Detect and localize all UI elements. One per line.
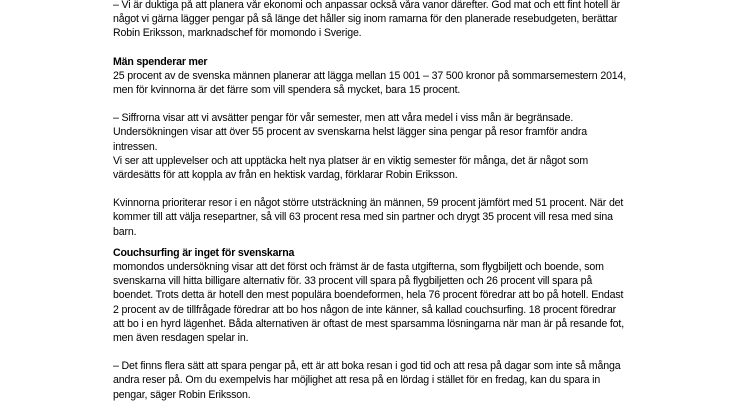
paragraph-women-priorities: Kvinnorna prioriterar resor i en något större utsträckning än männen, 59 procent jämfört med 51 procent. När det kommer till att välja resepartner, så vill 63 procent resa med sin partner och drygt 35 procent vill resa med sina barn. xyxy=(113,197,624,238)
heading-men-spend-more: Män spenderar mer xyxy=(113,55,208,68)
article-body xyxy=(113,0,633,402)
quote-paragraph-saving-tips: – Det finns flera sätt att spara pengar på, ett är att boka resan i god tid och att resa på dagar som inte så många andra reser på. Om du exempelvis har möjlighet att resa på en lördag i stället för en fredag, kan du spara in pengar, säger Robin Eriksson. xyxy=(113,360,621,401)
paragraph-men-spending: 25 procent av de svenska männen planerar att lägga mellan 15 001 – 37 500 kronor på sommarsemestern 2014, men för kvinnorna är det färre som vill spendera så mycket, bara 15 procent. xyxy=(113,69,627,97)
paragraph-survey-accommodation: momondos undersökning visar att det först och främst är de fasta utgifterna, som flygbiljett och boende, som svenskarna vill hitta billigare alternativ för. 33 procent vill spara på flygbiljetten och 26 procent vill spara på boendet. Trots detta är hotell den mest populära boendeformen, hela 76 procent föredrar att bo på hotell. Endast 2 procent av de tillfrågade föredrar att bo hos någon de inte känner, så kallad couchsurfing. 18 procent föredrar att bo i en hyrd lägenhet. Båda alternativen är oftast de mest sparsamma lösningarna när man är på resande fot, men även resdagen spelar in. xyxy=(113,261,624,345)
quote-paragraph-figures: – Siffrorna visar att vi avsätter pengar för vår semester, men att våra medel i viss mån är begränsade. Undersökningen visar att över 55 procent av svenskarna helst lägger sina pengar på resor framför andra intressen. Vi ser att upplevelser och att upptäcka helt nya platser är en viktig semester för många, det är något som värdesätts för att koppla av från en hektisk vardag, förklarar Robin Eriksson. xyxy=(113,112,589,182)
heading-couchsurfing: Couchsurfing är inget för svenskarna xyxy=(113,246,295,259)
quote-paragraph-planning: – Vi är duktiga på att planera vår ekonomi och anpassar också våra vanor därefter. God mat och ett fint hotell är något vi gärna lägger pengar på så länge det håller sig inom ramarna för den planerade resebudgeten, berättar Robin Eriksson, marknadschef för momondo i Sverige. xyxy=(113,0,620,40)
